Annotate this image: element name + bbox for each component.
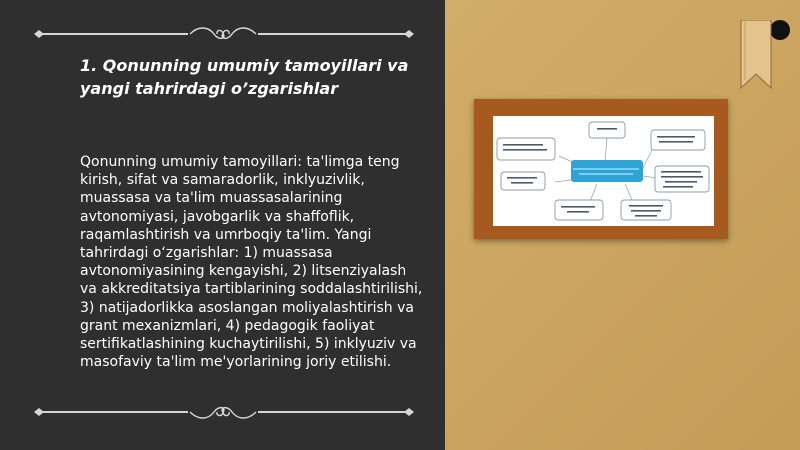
slide-body-text: Qonunning umumiy tamoyillari: ta'limga teng kirish, sifat va samaradorlik, inklyuzivlik, muassasa va ta'lim muassasalarining avtonomiyasi, javobgarlik va shaffoflik, raqamlashtirish va umrboqiy ta'lim. Yangi tahrirdagi o‘zgarishlar: 1) muassasa avtonomiyasining kengayishi, 2) litsenziyalash va akkreditatsiya tartiblarining soddalashtirilishi, 3) natijadorlikka asoslangan moliyalashtirish va grant mexanizmlari, 4) pedagogik faoliyat sertifikatlashining kuchaytirilishi, 5) inklyuziv va masofaviy ta'lim me'yorlarining joriy etilishi. xyxy=(80,154,423,371)
diagram-image-content xyxy=(493,116,714,226)
rule-end-right-icon xyxy=(404,29,414,39)
flourish-ornament-icon xyxy=(188,402,258,422)
rule-end-left-icon xyxy=(34,29,44,39)
rule-end-right-icon xyxy=(404,407,414,417)
pin-hole xyxy=(770,20,790,40)
bottom-rule-left xyxy=(40,411,188,413)
flourish-ornament-icon xyxy=(188,24,258,44)
bookmark-ribbon-icon xyxy=(739,20,773,90)
slide-title: 1. Qonunning umumiy tamoyillari va yangi tahrirdagi o’zgarishlar xyxy=(80,56,409,98)
top-rule-right xyxy=(258,33,408,35)
rule-end-left-icon xyxy=(34,407,44,417)
bottom-rule-right xyxy=(258,411,408,413)
top-rule-left xyxy=(40,33,188,35)
